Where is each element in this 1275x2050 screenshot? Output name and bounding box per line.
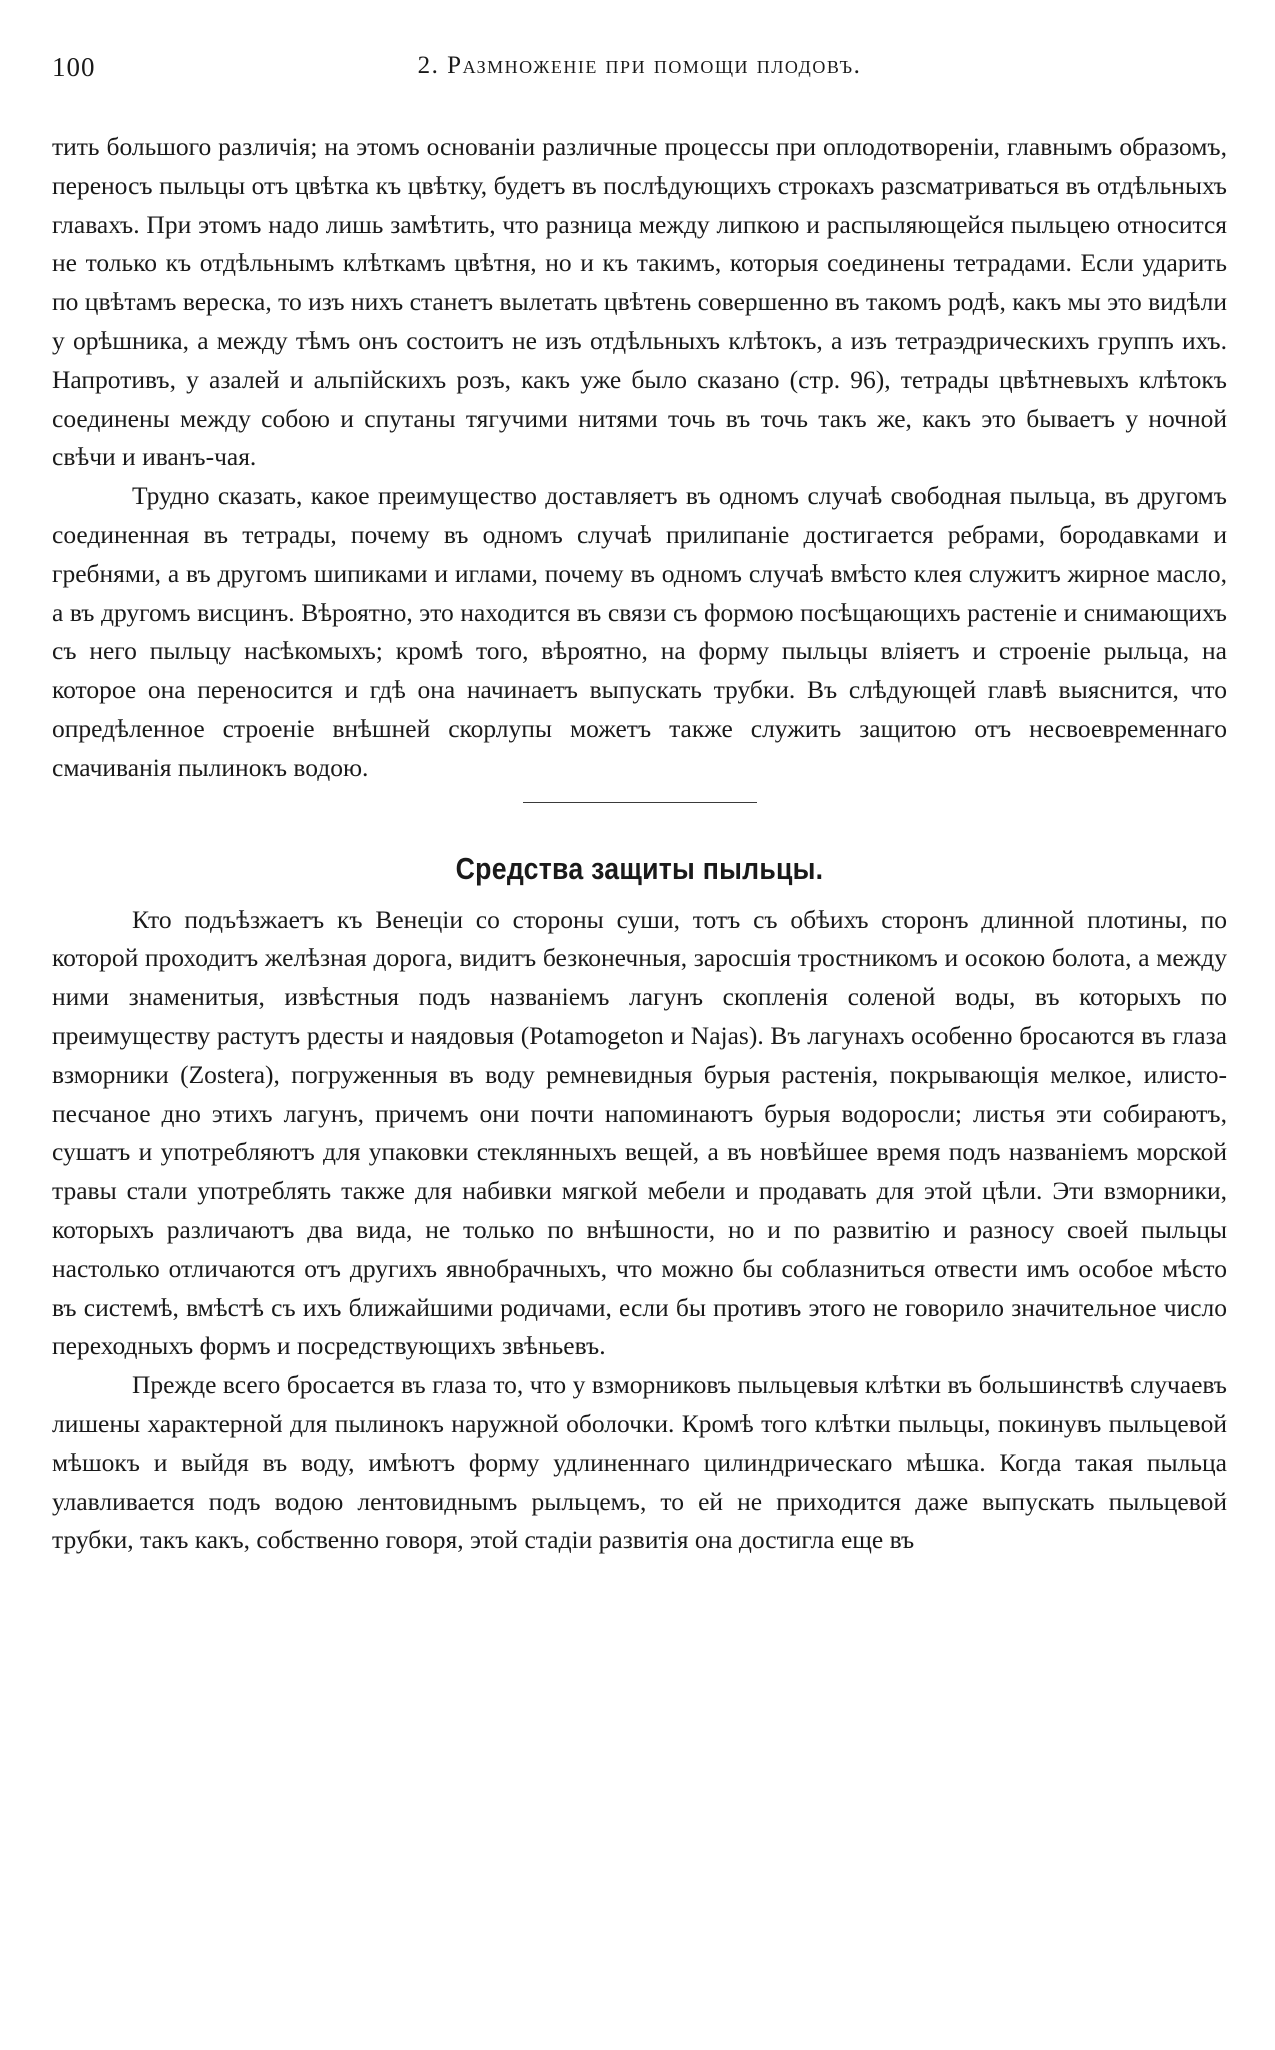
- running-title: 2. Размноженіе при помощи плодовъ.: [417, 52, 862, 79]
- paragraph: Трудно сказать, какое преимущество доставляетъ въ одномъ случаѣ свободная пыльца, въ другомъ соединенная въ тетрады, почему въ одномъ случаѣ прилипаніе достигается ребрами, бородавками и гребнями, а въ другомъ шипиками и иглами, почему въ одномъ случаѣ вмѣсто клея служитъ жирное масло, а въ другомъ висцинъ. Вѣроятно, это находится въ связи съ формою посѣщающихъ растеніе и снимающихъ съ него пыльцу насѣкомыхъ; кромѣ того, вѣроятно, на форму пыльцы вліяетъ и строеніе рыльца, на которое она переносится и гдѣ она начинаетъ выпускать трубки. Въ слѣдующей главѣ выяснится, что опредѣленное строеніе внѣшней скорлупы можетъ также служить защитою отъ несвоевременнаго смачиванія пылинокъ водою.: [52, 481, 1227, 782]
- running-head: [52, 52, 1227, 92]
- page-number: 100: [52, 52, 96, 82]
- paragraph: Прежде всего бросается въ глаза то, что у взморниковъ пыльцевыя клѣтки въ большинствѣ случаевъ лишены характерной для пылинокъ наружной оболочки. Кромѣ того клѣтки пыльцы, покинувъ пыльцевой мѣшокъ и выйдя въ воду, имѣютъ форму удлиненнаго цилиндрическаго мѣшка. Когда такая пыльца улавливается подъ водою лентовиднымъ рыльцемъ, то ей не приходится даже выпускать пыльцевой трубки, такъ какъ, собственно говоря, этой стадіи развитія она достигла еще въ: [52, 1370, 1227, 1555]
- section-divider: [523, 802, 757, 803]
- section-heading: Средства защиты пыльцы.: [455, 850, 824, 886]
- paragraph-continued: тить большого различія; на этомъ основаніи различные процессы при оплодотвореніи, главнымъ образомъ, переносъ пыльцы отъ цвѣтка къ цвѣтку, будетъ въ послѣдующихъ строкахъ разсматриваться въ отдѣльныхъ главахъ. При этомъ надо лишь замѣтить, что разница между липкою и распыляющейся пыльцею относится не только къ отдѣльнымъ клѣткамъ цвѣтня, но и къ такимъ, которыя соединены тетрадами. Если ударить по цвѣтамъ вереска, то изъ нихъ станетъ вылетать цвѣтень совершенно въ такомъ родѣ, какъ мы это видѣли у орѣшника, а между тѣмъ онъ состоитъ не изъ отдѣльныхъ клѣтокъ, а изъ тетраэдрическихъ группъ ихъ. Напротивъ, у азалей и альпійскихъ розъ, какъ уже было сказано (стр. 96), тетрады цвѣтневыхъ клѣтокъ соединены между собою и спутаны тягучими нитями точь въ точь такъ же, какъ это бываетъ у ночной свѣчи и иванъ-чая.: [52, 132, 1227, 472]
- paragraph: Кто подъѣзжаетъ къ Венеціи со стороны суши, тотъ съ обѣихъ сторонъ длинной плотины, по которой проходитъ желѣзная дорога, видитъ безконечныя, заросшія тростникомъ и осокою болота, а между ними знаменитыя, извѣстныя подъ названіемъ лагунъ скопленія соленой воды, въ которыхъ по преимуществу растутъ рдесты и наядовыя (Potamogeton и Najas). Въ лагунахъ особенно бросаются въ глаза взморники (Zostera), погруженныя въ воду ремневидныя бурыя растенія, покрывающія мелкое, илисто-песчаное дно этихъ лагунъ, причемъ они почти напоминаютъ бурыя водоросли; листья эти собираютъ, сушатъ и употребляютъ для упаковки стеклянныхъ вещей, а въ новѣйшее время подъ названіемъ морской травы стали употреблять также для набивки мягкой мебели и продавать для этой цѣли. Эти взморники, которыхъ различаютъ два вида, не только по внѣшности, но и по развитію и разносу своей пыльцы настолько отличаются отъ другихъ явнобрачныхъ, что можно бы соблазниться отвести имъ особое мѣсто въ системѣ, вмѣстѣ съ ихъ ближайшими родичами, если бы противъ этого не говорило значительное число переходныхъ формъ и посредствующихъ звѣньевъ.: [52, 904, 1227, 1361]
- page-body: [52, 128, 1227, 1560]
